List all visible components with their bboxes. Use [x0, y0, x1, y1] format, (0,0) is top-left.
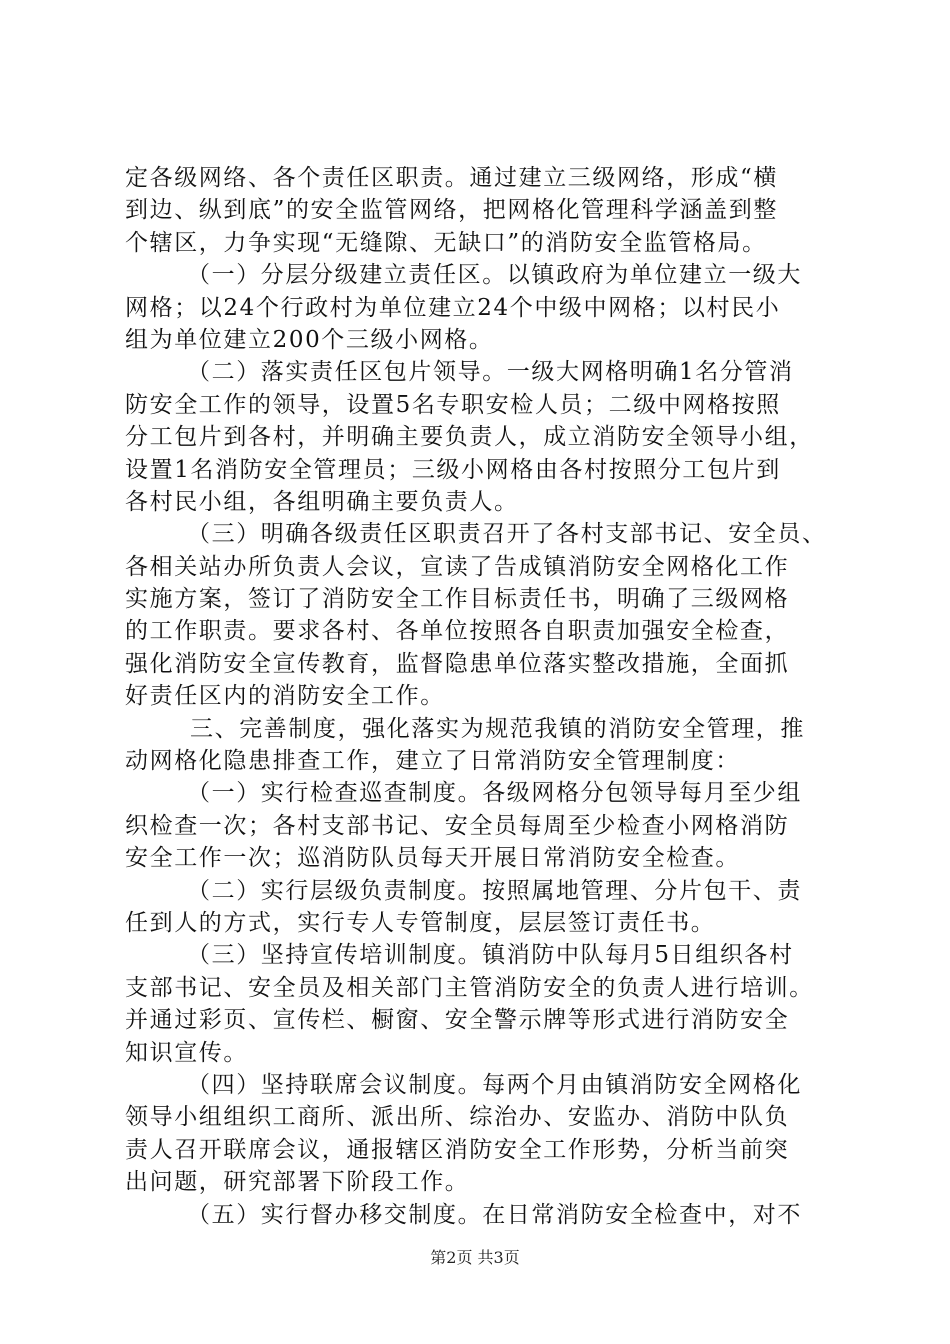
text-line: 各村民小组，各组明确主要负责人。: [125, 488, 519, 515]
text-line: 知识宣传。: [125, 1039, 248, 1066]
text-line: 各相关站办所负责人会议，宣读了告成镇消防安全网格化工作: [125, 553, 790, 580]
text-line: 防安全工作的领导，设置5名专职安检人员；二级中网格按照: [125, 391, 781, 418]
text-line: 安全工作一次；巡消防队员每天开展日常消防安全检查。: [125, 845, 740, 872]
text-line: 实施方案，签订了消防安全工作目标责任书，明确了三级网格: [125, 586, 790, 613]
page-number-footer: 第2页 共3页: [430, 1248, 520, 1267]
text-line: 强化消防安全宣传教育，监督隐患单位落实整改措施，全面抓: [125, 650, 790, 677]
text-line: 任到人的方式，实行专人专管制度，层层签订责任书。: [125, 909, 716, 936]
text-line: 织检查一次；各村支部书记、安全员每周至少检查小网格消防: [125, 812, 790, 839]
text-line: 出问题，研究部署下阶段工作。: [125, 1169, 470, 1196]
text-line: 领导小组组织工商所、派出所、综治办、安监办、消防中队负: [125, 1104, 790, 1131]
text-line: 支部书记、安全员及相关部门主管消防安全的负责人进行培训。: [125, 974, 814, 1001]
text-line: 网格；以24个行政村为单位建立24个中级中网格；以村民小: [125, 294, 781, 321]
text-line: 个辖区，力争实现“无缝隙、无缺口”的消防安全监管格局。: [125, 229, 767, 256]
text-line: （一）实行检查巡查制度。各级网格分包领导每月至少组: [187, 780, 802, 807]
text-line: 分工包片到各村，并明确主要负责人，成立消防安全领导小组，: [125, 424, 814, 451]
text-line: （三）坚持宣传培训制度。镇消防中队每月5日组织各村: [187, 942, 794, 969]
text-line: （一）分层分级建立责任区。以镇政府为单位建立一级大: [187, 262, 802, 289]
text-line: 设置1名消防安全管理员；三级小网格由各村按照分工包片到: [125, 456, 781, 483]
text-line: 定各级网络、各个责任区职责。通过建立三级网络，形成“横: [125, 165, 778, 191]
document-body: [125, 162, 830, 1231]
text-line: （五）实行督办移交制度。在日常消防安全检查中，对不: [187, 1201, 802, 1228]
text-line: 责人召开联席会议，通报辖区消防安全工作形势，分析当前突: [125, 1136, 790, 1163]
text-line: 组为单位建立200个三级小网格。: [125, 326, 494, 353]
text-line: 三、完善制度，强化落实为规范我镇的消防安全管理，推: [190, 715, 805, 742]
text-line: （二）实行层级负责制度。按照属地管理、分片包干、责: [187, 877, 802, 904]
text-line: （三）明确各级责任区职责召开了各村支部书记、安全员、: [187, 521, 827, 548]
text-line: 到边、纵到底”的安全监管网络，把网格化管理科学涵盖到整: [125, 197, 778, 224]
text-line: 动网格化隐患排查工作，建立了日常消防安全管理制度：: [125, 748, 740, 775]
text-line: （四）坚持联席会议制度。每两个月由镇消防安全网格化: [187, 1071, 802, 1098]
text-line: 并通过彩页、宣传栏、橱窗、安全警示牌等形式进行消防安全: [125, 1007, 790, 1034]
text-line: 好责任区内的消防安全工作。: [125, 683, 445, 710]
text-line: （二）落实责任区包片领导。一级大网格明确1名分管消: [187, 359, 794, 386]
text-line: 的工作职责。要求各村、各单位按照各自职责加强安全检查，: [125, 618, 790, 645]
